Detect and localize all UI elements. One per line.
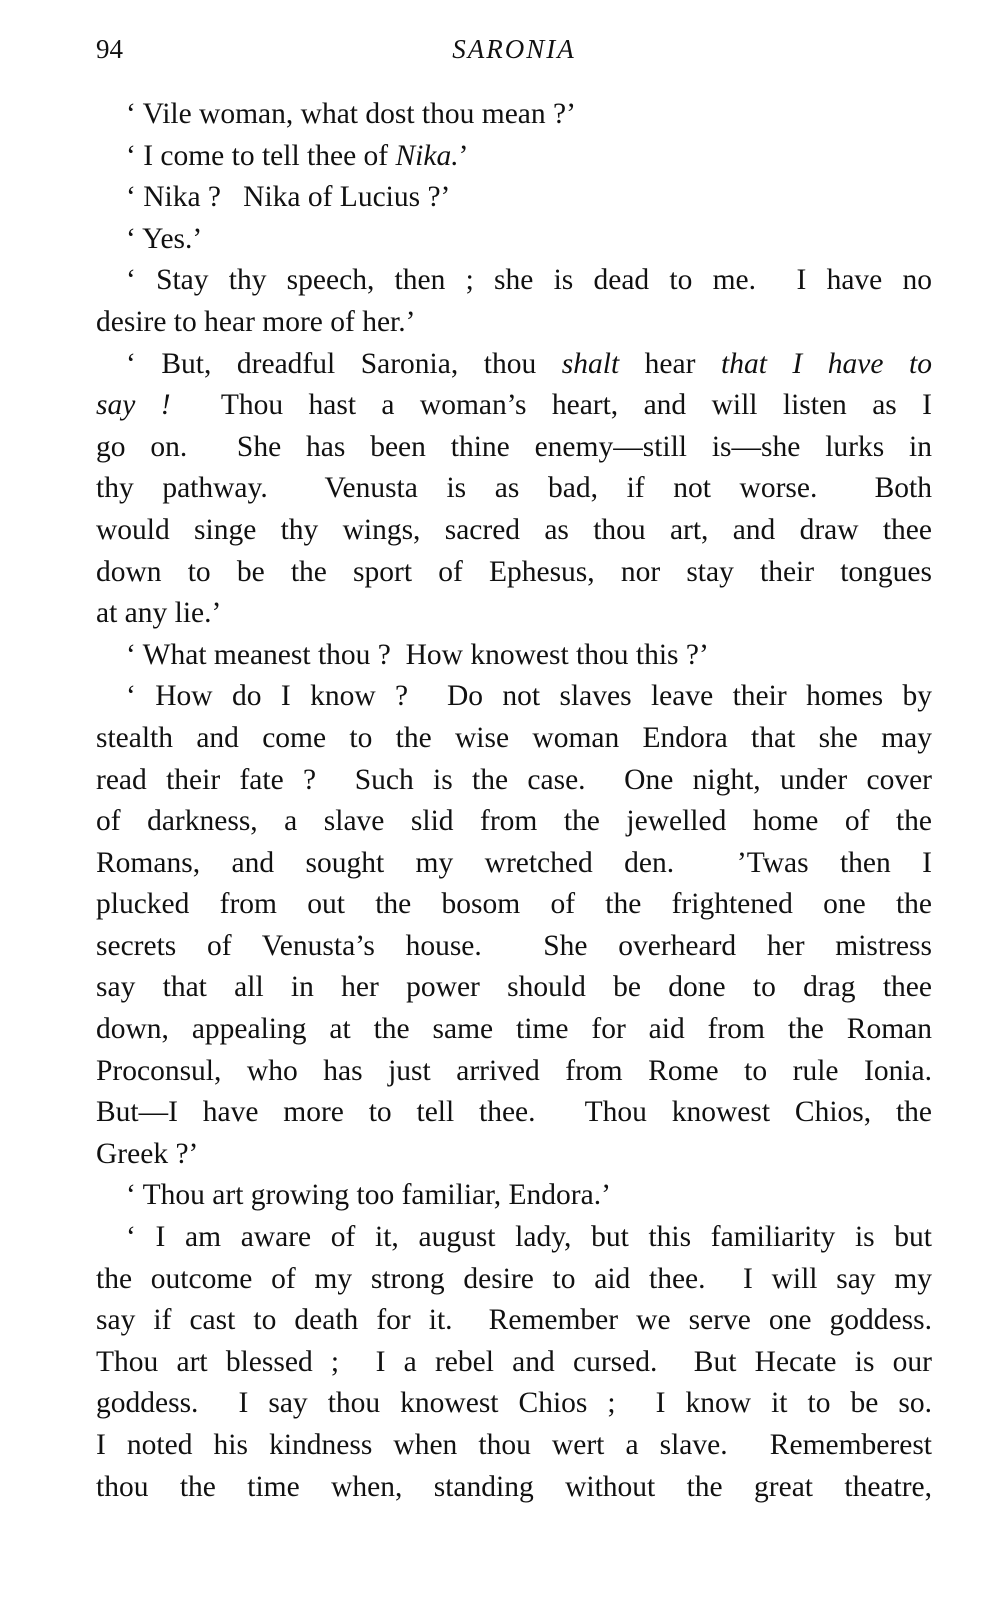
body-text [96,94,932,1508]
text-line: down, appealing at the same time for aid from the Roman [96,1013,932,1046]
text-line: thou the time when, standing without the great theatre, [96,1470,932,1503]
text-line: ‘ Thou art growing too familiar, Endora.’ [126,1179,611,1212]
text-line: ‘ Yes.’ [126,222,203,255]
text-line: Proconsul, who has just arrived from Rome to rule Ionia. [96,1054,932,1087]
text-line: ‘ I am aware of it, august lady, but this familiarity is but [126,1221,932,1254]
text-line: Romans, and sought my wretched den. ’Twas then I [96,846,932,879]
text-line: say ! Thou hast a woman’s heart, and will listen as I [96,389,932,422]
text-line: desire to hear more of her.’ [96,305,416,338]
text-line: thy pathway. Venusta is as bad, if not worse. Both [96,472,932,505]
text-line: ‘ What meanest thou ? How knowest thou this ?’ [126,638,709,671]
text-line: goddess. I say thou knowest Chios ; I know it to be so. [96,1387,932,1420]
text-line: of darkness, a slave slid from the jewelled home of the [96,805,932,838]
italic-phrase: that I have to [721,347,932,380]
text-line: ‘ But, dreadful Saronia, thou shalt hear that I have to [126,347,932,380]
text-line: Greek ?’ [96,1137,199,1170]
italic-word: shalt [561,347,620,380]
text-line: say if cast to death for it. Remember we serve one goddess. [96,1304,932,1337]
text-line: ‘ Stay thy speech, then ; she is dead to me. I have no [126,264,932,297]
text-line: would singe thy wings, sacred as thou art, and draw thee [96,513,932,546]
text-line: ‘ Vile woman, what dost thou mean ?’ [126,98,576,130]
text-line: at any lie.’ [96,597,222,630]
text-line: ‘ Nika ? Nika of Lucius ?’ [126,181,451,214]
text-line: plucked from out the bosom of the frightened one the [96,888,932,921]
running-head [96,34,932,74]
text-line: ‘ I come to tell thee of Nika.’ [126,139,469,172]
text-line: go on. She has been thine enemy—still is—she lurks in [96,430,932,463]
text-line: down to be the sport of Ephesus, nor stay their tongues [96,555,932,588]
text-line: read their fate ? Such is the case. One night, under cover [96,763,932,796]
running-title: SARONIA [452,34,576,64]
italic-word: say ! [96,389,171,422]
text-line: secrets of Venusta’s house. She overheard her mistress [96,929,932,962]
text-line: Thou art blessed ; I a rebel and cursed. But Hecate is our [96,1345,932,1378]
text-line: I noted his kindness when thou wert a slave. Rememberest [96,1429,932,1461]
page-number: 94 [96,34,123,64]
italic-word: Nika. [395,139,459,172]
text-line: stealth and come to the wise woman Endora that she may [96,721,932,754]
text-line: say that all in her power should be done to drag thee [96,971,932,1004]
text-line: the outcome of my strong desire to aid thee. I will say my [96,1262,932,1295]
text-line: ‘ How do I know ? Do not slaves leave their homes by [126,680,932,713]
text-line: But—I have more to tell thee. Thou knowest Chios, the [96,1096,932,1129]
